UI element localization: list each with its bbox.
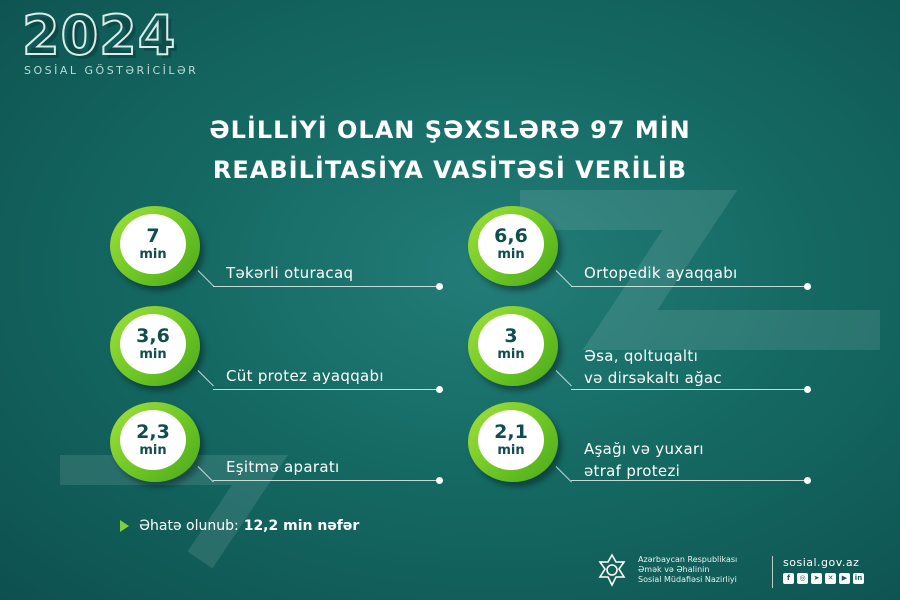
coverage-value: 12,2 min nəfər [243, 518, 360, 534]
stat-unit: min [139, 347, 167, 362]
year-subtitle: SOSİAL GÖSTƏRİCİLƏR [24, 64, 199, 77]
stat-unit: min [139, 247, 167, 262]
ministry-name: Azərbaycan Respublikası Əmək və Əhalinin Sosial Müdafiəsi Nazirliyi [638, 555, 738, 584]
linkedin-icon[interactable]: in [854, 574, 863, 582]
stat-badge [468, 402, 558, 482]
facebook-icon[interactable]: f [783, 573, 794, 584]
stat-unit: min [497, 247, 525, 262]
item-label: Ortopedik ayaqqabı [584, 264, 738, 282]
social-links [783, 573, 864, 584]
divider-line [213, 480, 440, 481]
item-label: Cüt protez ayaqqabı [226, 367, 384, 385]
item-label: Aşağı və yuxarı ətraf protezi [584, 440, 704, 480]
play-arrow-icon [120, 520, 129, 532]
ministry-emblem-icon [594, 552, 630, 588]
year-title: 2024 [22, 4, 177, 67]
stat-badge [468, 306, 558, 386]
headline-line-2: REABİLİTASİYA VASİTƏSİ VERİLİB [212, 156, 688, 184]
divider-line [571, 286, 808, 287]
coverage-note [120, 518, 359, 534]
divider-line [213, 389, 440, 390]
instagram-icon[interactable]: ◎ [797, 573, 808, 584]
stat-value: 2,1 [494, 421, 528, 443]
stat-badge [110, 306, 200, 386]
stat-badge [110, 402, 200, 482]
divider-line [571, 389, 808, 390]
twitter-icon[interactable]: ✕ [825, 573, 836, 584]
stat-unit: min [139, 443, 167, 458]
item-label: Eşitmə aparatı [226, 458, 340, 476]
stat-unit: min [497, 443, 525, 458]
stat-unit: min [497, 347, 525, 362]
stat-value: 6,6 [494, 225, 528, 247]
stat-badge [468, 206, 558, 286]
headline-line-1: ƏLİLLİYİ OLAN ŞƏXSLƏRƏ 97 MİN [209, 116, 691, 144]
website-link[interactable]: sosial.gov.az [783, 556, 860, 569]
coverage-prefix: Əhatə olunub: [139, 518, 239, 534]
stat-value: 3,6 [136, 325, 170, 347]
item-label: Təkərli oturacaq [226, 264, 354, 282]
footer-divider [772, 556, 773, 588]
youtube-icon[interactable]: ▶ [839, 573, 850, 584]
stat-value: 3 [504, 325, 518, 347]
stat-badge [110, 206, 200, 286]
stat-value: 7 [146, 225, 160, 247]
telegram-icon[interactable]: ➤ [811, 573, 822, 584]
stat-value: 2,3 [136, 421, 170, 443]
ministry-logo-block[interactable] [594, 552, 737, 588]
item-label: Əsa, qoltuqaltı və dirsəkaltı ağac [584, 347, 722, 387]
divider-line [213, 286, 440, 287]
